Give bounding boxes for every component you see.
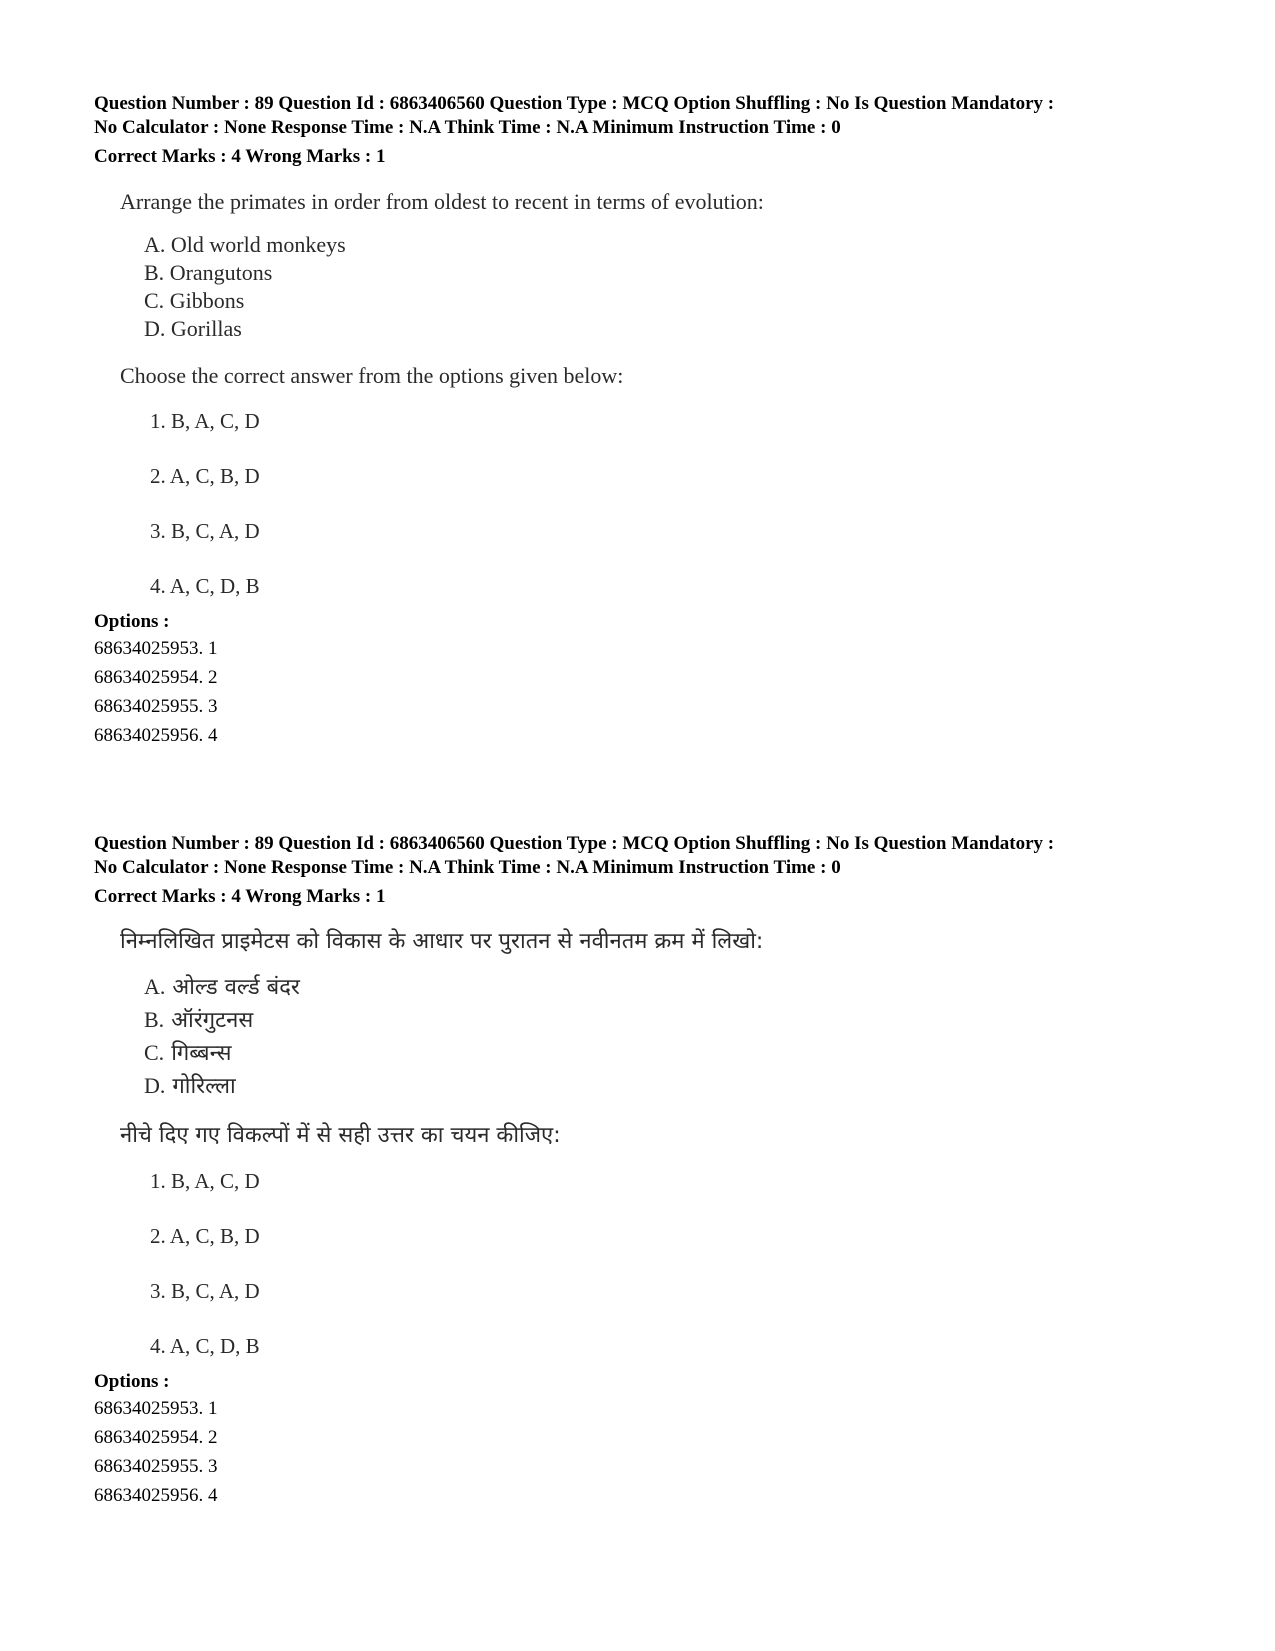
list-item <box>144 1070 1214 1103</box>
question-meta-line-2: No Calculator : None Response Time : N.A Think Time : N.A Minimum Instruction Time : 0 <box>94 857 841 878</box>
item-list <box>144 971 1214 1103</box>
item-text: ऑरंगुटनस <box>171 1008 254 1033</box>
question-block-hindi <box>94 832 1214 1510</box>
item-label: C. <box>144 288 165 313</box>
answer-choice: 4. A, C, D, B <box>150 1334 260 1358</box>
list-item <box>144 971 1214 1004</box>
answer-choice: 2. A, C, B, D <box>150 1224 260 1248</box>
answer-choice: 2. A, C, B, D <box>150 464 260 488</box>
answer-choice: 1. B, A, C, D <box>150 409 260 433</box>
list-item <box>144 1004 1214 1037</box>
list-item <box>144 315 1214 343</box>
answer-choices <box>150 1169 1214 1364</box>
question-meta-line-1: Question Number : 89 Question Id : 6863406560 Question Type : MCQ Option Shuffling : No Is Question Mandatory : <box>94 833 1055 854</box>
question-block-english <box>94 92 1214 750</box>
item-text: गिब्बन्स <box>171 1041 232 1066</box>
option-id-row: 68634025953. 1 <box>94 638 218 659</box>
item-text: गोरिल्ला <box>172 1074 236 1099</box>
item-label: A. <box>144 232 166 257</box>
item-label: B. <box>144 1007 165 1032</box>
question-marks: Correct Marks : 4 Wrong Marks : 1 <box>94 886 386 907</box>
item-label: B. <box>144 260 165 285</box>
item-label: C. <box>144 1040 165 1065</box>
question-meta <box>94 92 1214 140</box>
item-text: Old world monkeys <box>170 232 346 257</box>
option-id-row: 68634025954. 2 <box>94 1427 218 1448</box>
option-id-row: 68634025956. 4 <box>94 725 218 746</box>
list-item <box>144 287 1214 315</box>
answer-choice: 1. B, A, C, D <box>150 1169 260 1193</box>
question-meta-line-1: Question Number : 89 Question Id : 6863406560 Question Type : MCQ Option Shuffling : No Is Question Mandatory : <box>94 93 1055 114</box>
option-id-row: 68634025954. 2 <box>94 667 218 688</box>
item-label: D. <box>144 1073 166 1098</box>
option-id-row: 68634025953. 1 <box>94 1398 218 1419</box>
answer-choice: 4. A, C, D, B <box>150 574 260 598</box>
question-meta <box>94 832 1214 880</box>
item-label: D. <box>144 316 166 341</box>
question-marks: Correct Marks : 4 Wrong Marks : 1 <box>94 146 386 167</box>
item-text: ओल्ड वर्ल्ड बंदर <box>172 975 300 1000</box>
question-meta-line-2: No Calculator : None Response Time : N.A Think Time : N.A Minimum Instruction Time : 0 <box>94 117 841 138</box>
option-id-row: 68634025955. 3 <box>94 1456 218 1477</box>
choose-instruction: Choose the correct answer from the options given below: <box>120 363 624 388</box>
option-id-row: 68634025956. 4 <box>94 1485 218 1506</box>
options-heading: Options : <box>94 611 170 632</box>
item-text: Orangutons <box>169 260 273 285</box>
option-id-row: 68634025955. 3 <box>94 696 218 717</box>
item-list <box>144 231 1214 343</box>
list-item <box>144 1037 1214 1070</box>
choose-instruction: नीचे दिए गए विकल्पों में से सही उत्तर का चयन कीजिए: <box>120 1123 561 1148</box>
answer-choice: 3. B, C, A, D <box>150 519 260 543</box>
answer-choice: 3. B, C, A, D <box>150 1279 260 1303</box>
question-stem: Arrange the primates in order from oldest to recent in terms of evolution: <box>120 189 764 214</box>
question-stem: निम्नलिखित प्राइमेटस को विकास के आधार पर पुरातन से नवीनतम क्रम में लिखो: <box>120 929 764 954</box>
question-content <box>120 187 1214 604</box>
list-item <box>144 231 1214 259</box>
item-text: Gorillas <box>170 316 242 341</box>
answer-choices <box>150 409 1214 604</box>
item-label: A. <box>144 974 166 999</box>
item-text: Gibbons <box>169 288 245 313</box>
list-item <box>144 259 1214 287</box>
options-heading: Options : <box>94 1371 170 1392</box>
question-content <box>120 927 1214 1364</box>
